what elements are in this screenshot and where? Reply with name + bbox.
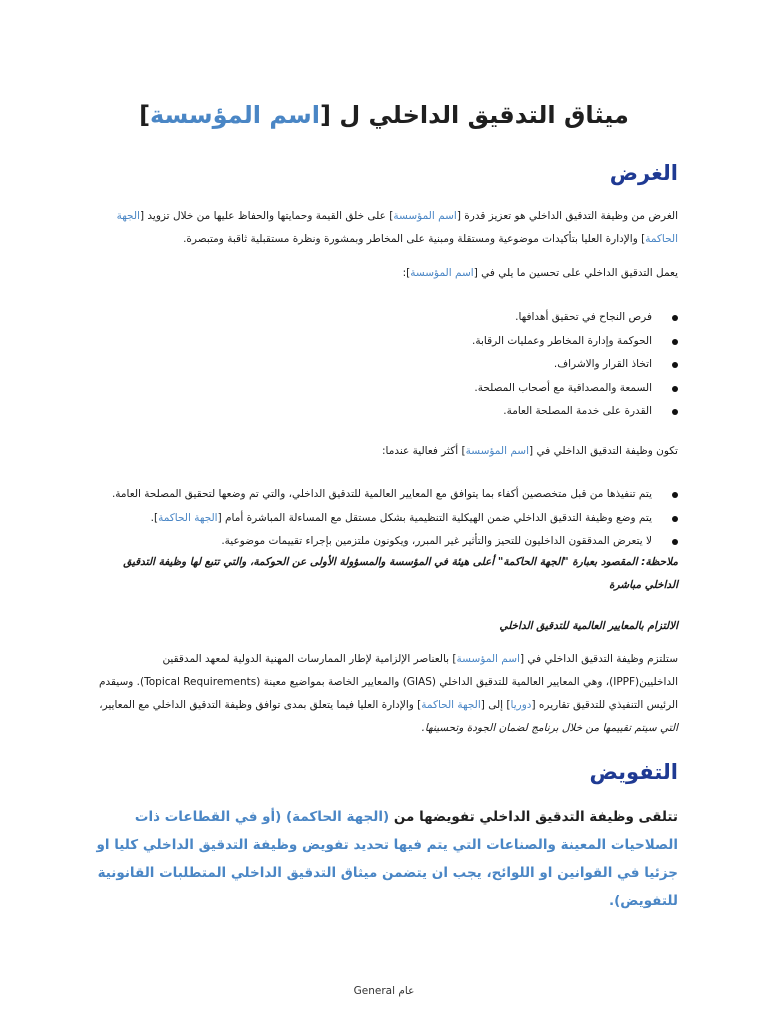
- list-item: الحوكمة وإدارة المخاطر وعمليات الرقابة.: [88, 330, 656, 354]
- governing-body-note: ملاحظة: المقصود بعبارة "الجهة الحاكمة" أعلى هيئة في المؤسسة والمسؤولة الأولى عن الحوكمة، والتي تتبع لها وظيفة التدقيق الداخلي مباشرة: [123, 556, 678, 591]
- org-name-placeholder: اسم المؤسسة: [150, 101, 321, 129]
- improvement-intro: يعمل التدقيق الداخلي على تحسين ما يلي في [اسم المؤسسة]:: [402, 267, 678, 279]
- delegation-paragraph: تتلقى وظيفة التدقيق الداخلي تفويضها من (الجهة الحاكمة) (أو في القطاعات ذات الصلاحيات المعينة والصناعات التي يتم فيها تحديد تفويض وظيفة التدقيق الداخلي كليا او جزئيا في القوانين او اللوائح، يجب ان يتضمن ميثاق التدقيق الداخلي المتطلبات القانونية للتفويض).: [96, 809, 678, 909]
- delegation-heading: التفويض: [589, 760, 678, 784]
- list-item: القدرة على خدمة المصلحة العامة.: [88, 400, 656, 424]
- improvement-list: [88, 306, 656, 424]
- purpose-paragraph: الغرض من وظيفة التدقيق الداخلي هو تعزيز قدرة [اسم المؤسسة] على خلق القيمة وحمايتها والحفاظ عليها من خلال تزويد [الجهة الحاكمة] والإدارة العليا بتأكيدات موضوعية ومستقلة ومبنية على المخاطر وبمشورة ونظرة مستقبلية ثاقبة ومتبصرة.: [116, 210, 678, 245]
- effectiveness-intro: تكون وظيفة التدقيق الداخلي في [اسم المؤسسة] أكثر فعالية عندما:: [382, 445, 678, 457]
- list-item: فرص النجاح في تحقيق أهدافها.: [88, 306, 656, 330]
- document-title: ميثاق التدقيق الداخلي ل [اسم المؤسسة]: [139, 101, 629, 129]
- purpose-heading: الغرض: [609, 161, 678, 185]
- list-item: يتم وضع وظيفة التدقيق الداخلي ضمن الهيكلية التنظيمية بشكل مستقل مع المساءلة المباشرة أمام [الجهة الحاكمة].: [88, 507, 656, 531]
- classification-footer: General عام: [353, 985, 415, 997]
- list-item: يتم تنفيذها من قبل متخصصين أكفاء بما يتوافق مع المعايير العالمية للتدقيق الداخلي، والتي تم وضعها لتحقيق المصلحة العامة.: [88, 483, 656, 507]
- list-item: السمعة والمصداقية مع أصحاب المصلحة.: [88, 377, 656, 401]
- list-item: لا يتعرض المدققون الداخليون للتحيز والتأثير غير المبرر، ويكونون ملتزمين بإجراء تقييمات موضوعية.: [88, 530, 656, 554]
- compliance-paragraph: ستلتزم وظيفة التدقيق الداخلي في [اسم المؤسسة] بالعناصر الإلزامية لإطار الممارسات المهنية الدولية لمعهد المدققين الداخليين(IPPF)، وهي المعايير العالمية للتدقيق الداخلي (GIAS) والمعايير الخاصة بمواضيع معينة (Topical Requirements). وسيقدم الرئيس التنفيذي للتدقيق تقاريره [دوريا] إلى [الجهة الحاكمة] والإدارة العليا فيما يتعلق بمدى توافق وظيفة التدقيق الداخلي مع المعايير، التي سيتم تقييمها من خلال برنامج لضمان الجودة وتحسينها.: [98, 653, 678, 734]
- compliance-heading: الالتزام بالمعايير العالمية للتدقيق الداخلي: [499, 620, 678, 632]
- list-item: اتخاذ القرار والاشراف.: [88, 353, 656, 377]
- effectiveness-list: [88, 483, 656, 554]
